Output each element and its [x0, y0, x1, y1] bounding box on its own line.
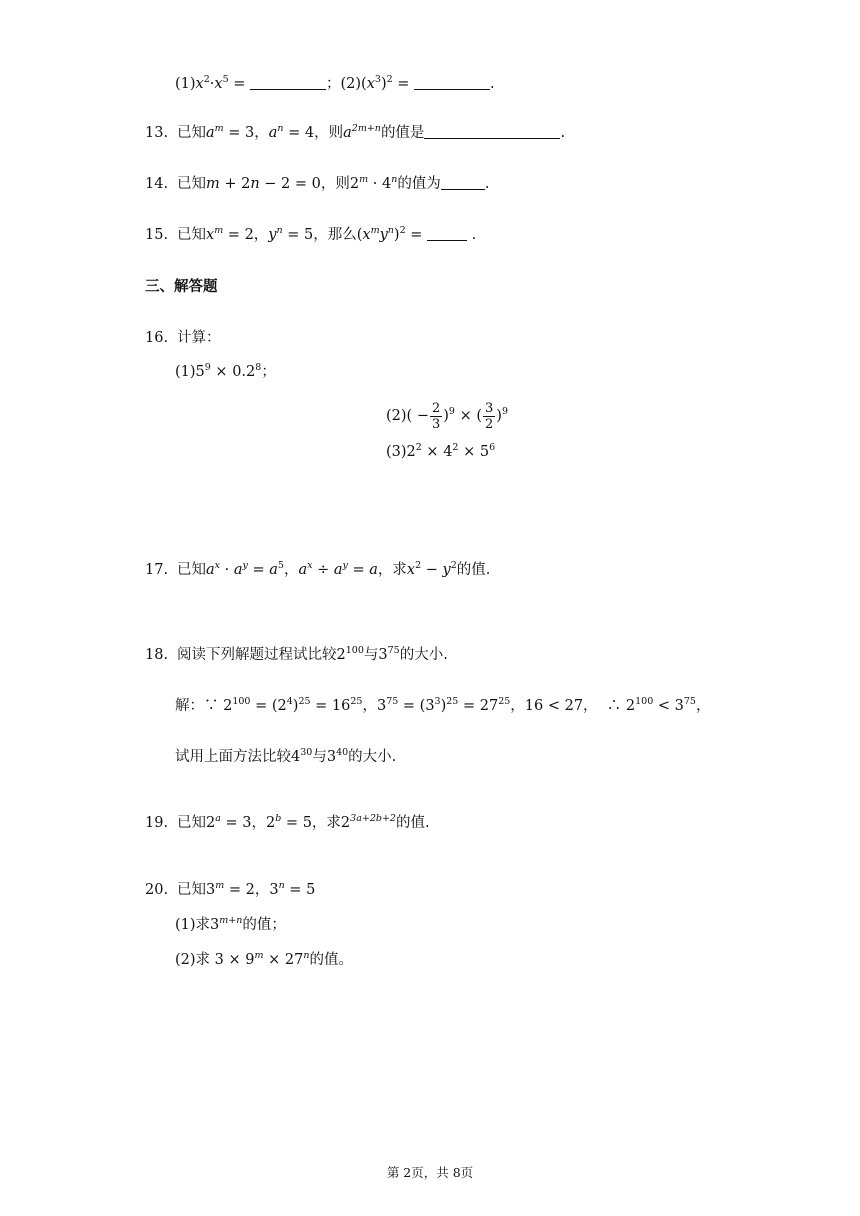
- section-heading: 三、解答题: [145, 279, 218, 295]
- q16-part-1: $(1)5^9 \times 0.2^8$；: [175, 362, 276, 380]
- part-label: ；(2): [326, 76, 362, 92]
- question-number: 18.: [145, 647, 169, 663]
- q20-part-1: (1)求$3^{m+n}$的值；: [175, 915, 286, 933]
- question-number: 15.: [145, 227, 169, 243]
- answer-blank: [427, 226, 467, 241]
- question-18: 18. 阅读下列解题过程试比较$2^{100}$与$3^{75}$的大小.: [145, 645, 448, 663]
- page-footer: 第 2页，共 8页: [386, 1165, 474, 1180]
- part-label: (1): [175, 76, 196, 92]
- question-19: 19. 已知$2^a = 3$，$2^b = 5$，求$2^{3a+2b+2}$的值.: [145, 813, 430, 831]
- fraction: $\frac{2}{3}$: [431, 400, 441, 432]
- q16-part-2: (2)( − $\frac{2}{3}$ )$^9$ × ( $\frac{3}{2}$ )$^9$: [386, 400, 508, 432]
- question-number: 14.: [145, 176, 169, 192]
- fraction: $\frac{3}{2}$: [485, 400, 494, 432]
- question-number: 16.: [145, 330, 169, 346]
- q18-solution: 解：∵ $2^{100} = (2^4)^{25} = 16^{25}$，$3^{75} = (3^3)^{25} = 27^{25}$，16 < 27， ∴ $2^{100} < 3^{75}$，: [175, 696, 711, 714]
- q20-part-2: (2)求 $3 \times 9^m \times 27^n$的值。: [175, 950, 353, 968]
- answer-blank: [414, 75, 490, 90]
- question-number: 20.: [145, 882, 169, 898]
- q18-task: 试用上面方法比较$4^{30}$与$3^{40}$的大小.: [175, 747, 397, 765]
- question-15: 15. 已知$x^m = 2$，$y^n = 5$，那么$(x^my^n)^2$ = .: [145, 225, 477, 243]
- answer-blank: [250, 75, 326, 90]
- question-number: 17.: [145, 562, 169, 578]
- answer-blank: [441, 175, 485, 190]
- answer-blank: [424, 124, 560, 139]
- question-17: 17. 已知$a^x \cdot a^y = a^5$，$a^x \div a^y = a$，求$x^2 - y^2$的值.: [145, 560, 491, 578]
- question-13: 13. 已知$a^m = 3$，$a^n = 4$，则$a^{2m+n}$的值是 .: [145, 123, 566, 141]
- q16-part-3: $(3)2^2 \times 4^2 \times 5^6$: [386, 442, 496, 460]
- question-16: 16. 计算：: [145, 330, 221, 346]
- question-20: 20. 已知$3^m = 2$，$3^n = 5$: [145, 880, 316, 898]
- question-14: 14. 已知m + 2n − 2 = 0，则$2^m \cdot 4^n$的值为 .: [145, 174, 490, 192]
- question-number: 19.: [145, 815, 169, 831]
- q12-parts: $(1)x^2\cdot x^5$ = ；$(2)(x^3)^2$ = .: [175, 74, 495, 92]
- question-number: 13.: [145, 125, 169, 141]
